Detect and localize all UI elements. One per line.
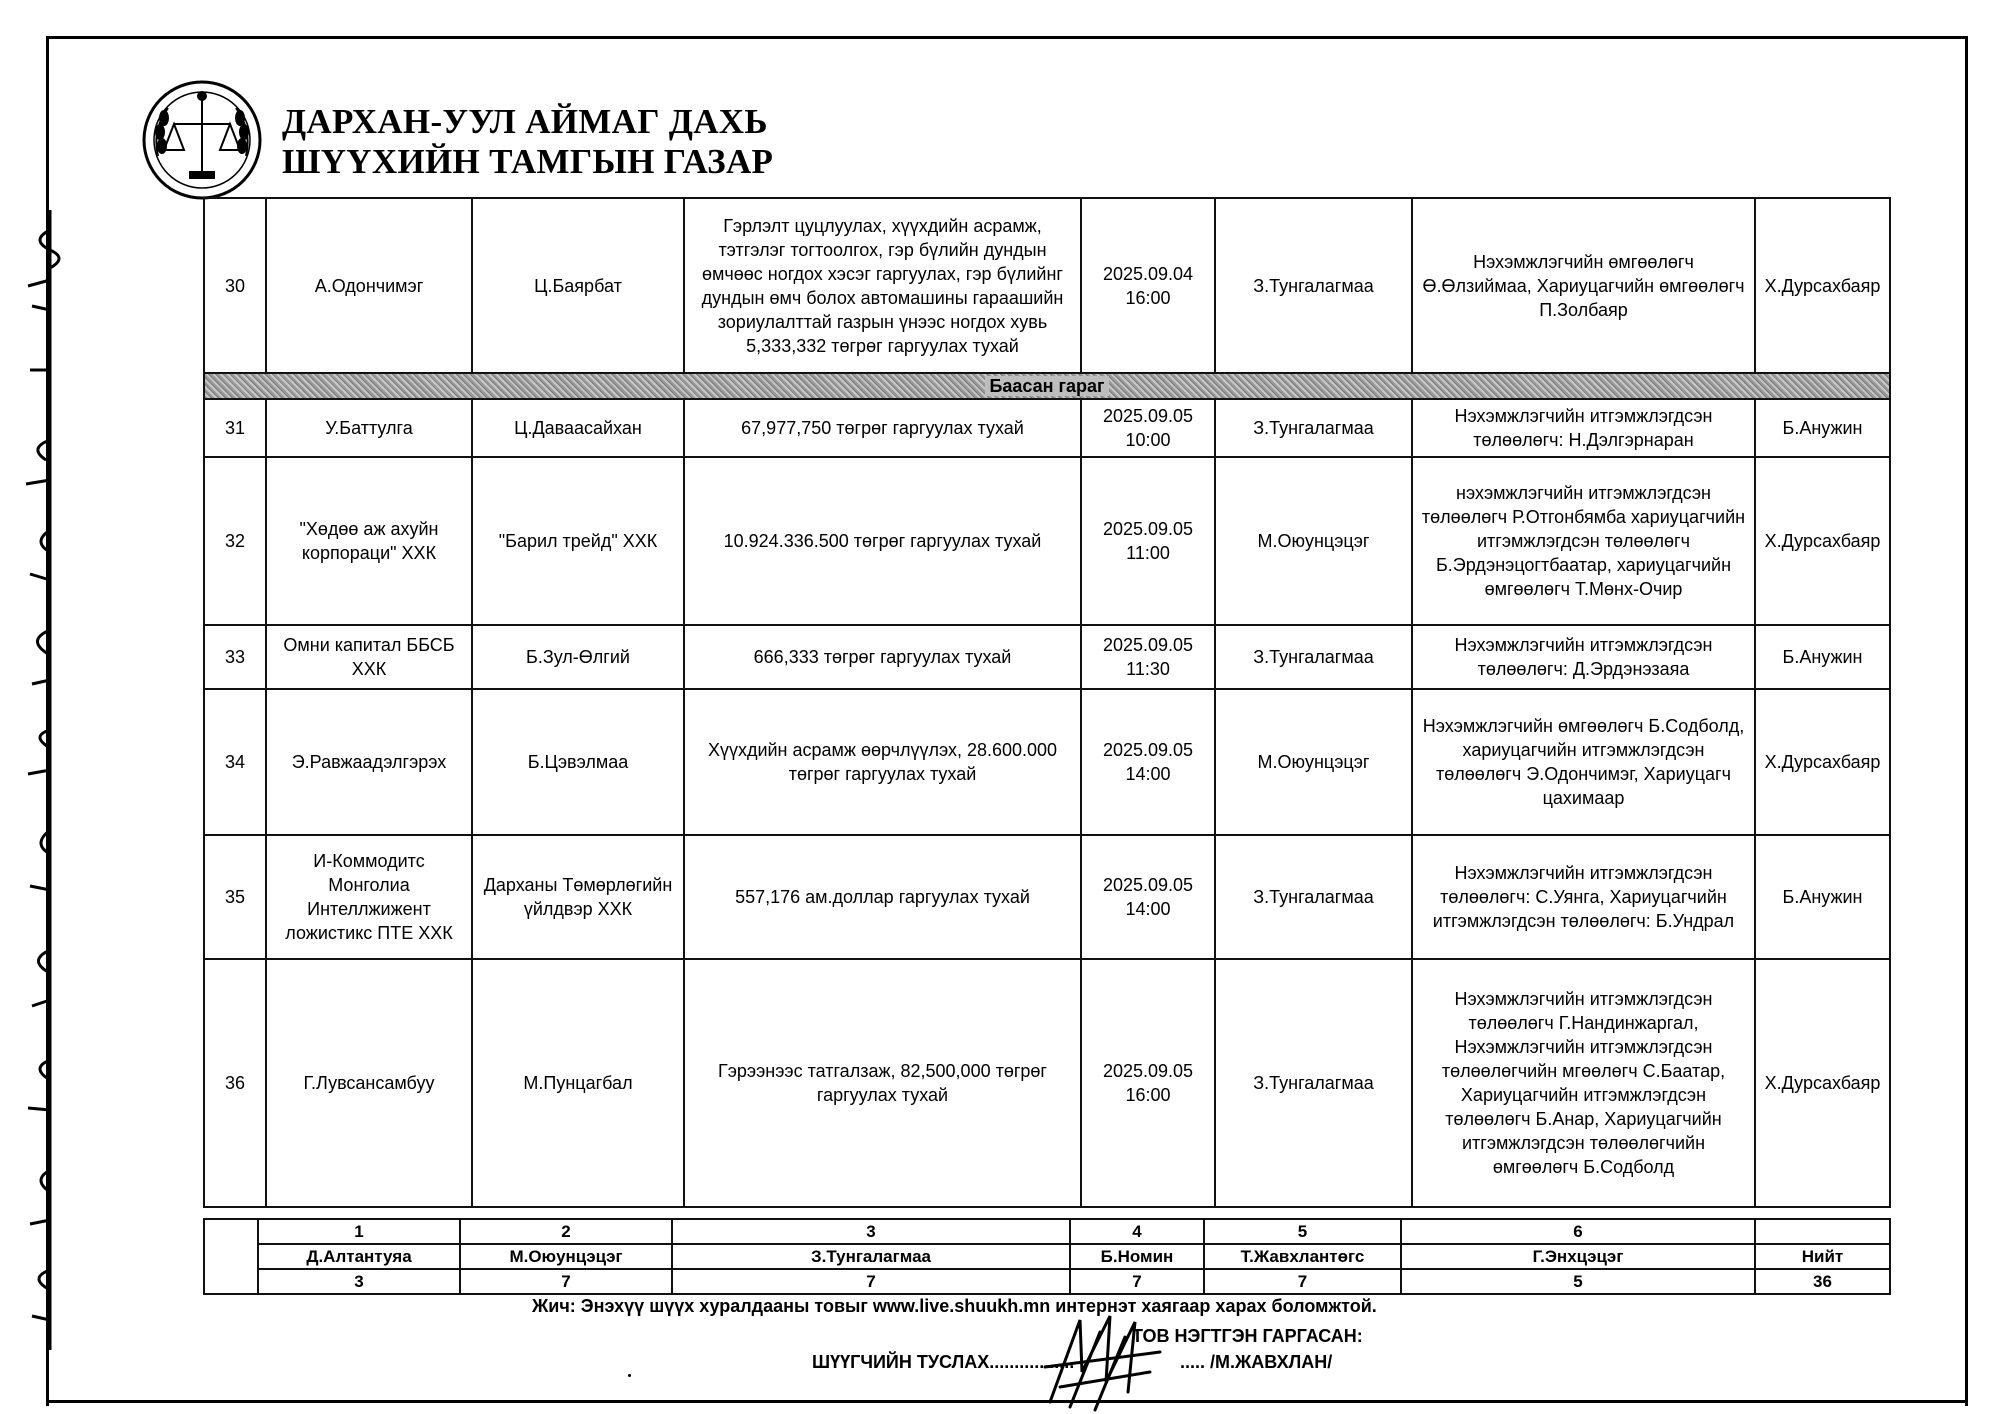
case-number: 34 xyxy=(204,689,266,835)
secretary: Б.Анужин xyxy=(1755,835,1890,959)
table-row xyxy=(204,959,1890,1207)
court-title-line1: ДАРХАН-УУЛ АЙМАГ ДАХЬ xyxy=(282,102,768,141)
assistant-name: ..... /М.ЖАВХЛАН/ xyxy=(1180,1352,1333,1372)
summary-name: З.Тунгалагмаа xyxy=(672,1244,1070,1269)
plaintiff: Г.Лувсансамбуу xyxy=(266,959,472,1207)
case-number: 31 xyxy=(204,399,266,457)
hearing-datetime: 2025.09.05 16:00 xyxy=(1081,959,1215,1207)
table-row xyxy=(204,625,1890,689)
case-number: 32 xyxy=(204,457,266,625)
summary-name-row xyxy=(204,1244,1890,1269)
table-row xyxy=(204,835,1890,959)
judge: З.Тунгалагмаа xyxy=(1215,198,1412,373)
summary-number: 3 xyxy=(672,1219,1070,1244)
judge: З.Тунгалагмаа xyxy=(1215,399,1412,457)
plaintiff: Омни капитал ББСБ ХХК xyxy=(266,625,472,689)
secretary: Х.Дурсахбаяр xyxy=(1755,689,1890,835)
secretary: Х.Дурсахбаяр xyxy=(1755,198,1890,373)
secretary: Б.Анужин xyxy=(1755,625,1890,689)
summary-count: 3 xyxy=(258,1269,460,1294)
participants: Нэхэмжлэгчийн итгэмжлэгдсэн төлөөлөгч: Н.Дэлгэрнаран xyxy=(1412,399,1755,457)
assistant-dots: ................. xyxy=(989,1352,1075,1372)
claim: 67,977,750 төгрөг гаргуулах тухай xyxy=(684,399,1081,457)
day-separator-row xyxy=(204,373,1890,399)
hearing-schedule-table xyxy=(203,197,1891,1208)
assistant-label xyxy=(812,1352,1074,1373)
summary-number: 5 xyxy=(1204,1219,1401,1244)
summary-number: 4 xyxy=(1070,1219,1204,1244)
plaintiff: Э.Равжаадэлгэрэх xyxy=(266,689,472,835)
plaintiff: "Хөдөө аж ахуйн корпораци" ХХК xyxy=(266,457,472,625)
claim: Гэрээнээс татгалзаж, 82,500,000 төгрөг гаргуулах тухай xyxy=(684,959,1081,1207)
page-border-bottom xyxy=(46,1400,1968,1403)
table-row xyxy=(204,198,1890,373)
summary-count: 7 xyxy=(460,1269,672,1294)
judge: З.Тунгалагмаа xyxy=(1215,959,1412,1207)
judge: М.Оюунцэцэг xyxy=(1215,689,1412,835)
claim: 557,176 ам.доллар гаргуулах тухай xyxy=(684,835,1081,959)
plaintiff: И-Коммодитс Монголиа Интеллжижент ложистикс ПТЕ ХХК xyxy=(266,835,472,959)
secretary: Х.Дурсахбаяр xyxy=(1755,457,1890,625)
plaintiff: У.Баттулга xyxy=(266,399,472,457)
case-number: 33 xyxy=(204,625,266,689)
defendant: Б.Цэвэлмаа xyxy=(472,689,684,835)
vertical-mongolian-script xyxy=(10,210,80,1350)
defendant: Б.Зул-Өлгий xyxy=(472,625,684,689)
claim: Гэрлэлт цуцлуулах, хүүхдийн асрамж, тэтгэлэг тогтоолгох, гэр бүлийн дундын өмчөөс ногдох хэсэг гаргуулах, гэр бүлийнг дундын өмч болох автомашины гараашийн зориулалттай газрын үнээс ногдох хувь 5,333,332 төгрөг гаргуулах тухай xyxy=(684,198,1081,373)
summary-count: 5 xyxy=(1401,1269,1755,1294)
defendant: Ц.Баярбат xyxy=(472,198,684,373)
participants: Нэхэмжлэгчийн итгэмжлэгдсэн төлөөлөгч Г.Нандинжаргал, Нэхэмжлэгчийн итгэмжлэгдсэн төлөөлөгчийн мгөөлөгч С.Баатар, Хариуцагчийн итгэмжлэгдсэн төлөөлөгч Б.Анар, Хариуцагчийн итгэмжлэгдсэн төлөөлөгчийн өмгөөлөгч Б.Содболд xyxy=(1412,959,1755,1207)
hearing-datetime: 2025.09.05 10:00 xyxy=(1081,399,1215,457)
footer-note: Жич: Энэхүү шүүх хуралдааны товыг www.live.shuukh.mn интернэт хаягаар харах боломжтой. xyxy=(532,1296,1377,1316)
secretary: Х.Дурсахбаяр xyxy=(1755,959,1890,1207)
judge: М.Оюунцэцэг xyxy=(1215,457,1412,625)
summary-name: Б.Номин xyxy=(1070,1244,1204,1269)
court-emblem-icon xyxy=(138,76,266,204)
defendant: "Барил трейд" ХХК xyxy=(472,457,684,625)
defendant: Ц.Даваасайхан xyxy=(472,399,684,457)
judge: З.Тунгалагмаа xyxy=(1215,625,1412,689)
summary-name: Т.Жавхлантөгс xyxy=(1204,1244,1401,1269)
summary-count-row xyxy=(204,1269,1890,1294)
claim: Хүүхдийн асрамж өөрчлүүлэх, 28.600.000 төгрөг гаргуулах тухай xyxy=(684,689,1081,835)
participants: нэхэмжлэгчийн итгэмжлэгдсэн төлөөлөгч Р.Отгонбямба хариуцагчийн итгэмжлэгдсэн төлөөлөгч Б.Эрдэнэцогтбаатар, хариуцагчийн өмгөөлөгч Т.Мөнх-Очир xyxy=(1412,457,1755,625)
day-label: Баасан гараг xyxy=(985,376,1108,396)
issued-by-label: ТОВ НЭГТГЭН ГАРГАСАН: xyxy=(1132,1326,1363,1346)
defendant: Дарханы Төмөрлөгийн үйлдвэр ХХК xyxy=(472,835,684,959)
judge: З.Тунгалагмаа xyxy=(1215,835,1412,959)
case-number: 30 xyxy=(204,198,266,373)
assistant-label-text: ШҮҮГЧИЙН ТУСЛАХ xyxy=(812,1352,990,1372)
court-title xyxy=(282,102,773,182)
summary-count: 7 xyxy=(672,1269,1070,1294)
hearing-datetime: 2025.09.05 11:30 xyxy=(1081,625,1215,689)
participants: Нэхэмжлэгчийн итгэмжлэгдсэн төлөөлөгч: Д.Эрдэнэзаяа xyxy=(1412,625,1755,689)
summary-number: 6 xyxy=(1401,1219,1755,1244)
defendant: М.Пунцагбал xyxy=(472,959,684,1207)
secretary: Б.Анужин xyxy=(1755,399,1890,457)
handwritten-signature xyxy=(1040,1312,1170,1412)
summary-number-row xyxy=(204,1219,1890,1244)
table-row xyxy=(204,689,1890,835)
case-number: 36 xyxy=(204,959,266,1207)
court-title-line2: ШҮҮХИЙН ТАМГЫН ГАЗАР xyxy=(282,142,774,181)
hearing-datetime: 2025.09.05 14:00 xyxy=(1081,835,1215,959)
case-number: 35 xyxy=(204,835,266,959)
hearing-datetime: 2025.09.04 16:00 xyxy=(1081,198,1215,373)
summary-total-label: Нийт xyxy=(1755,1244,1890,1269)
ink-dot xyxy=(628,1374,631,1377)
participants: Нэхэмжлэгчийн итгэмжлэгдсэн төлөөлөгч: С.Уянга, Хариуцагчийн итгэмжлэгдсэн төлөөлөгч: Б.Ундрал xyxy=(1412,835,1755,959)
summary-name: Д.Алтантуяа xyxy=(258,1244,460,1269)
participants: Нэхэмжлэгчийн өмгөөлөгч Б.Содболд, хариуцагчийн итгэмжлэгдсэн төлөөлөгч Э.Одончимэг, Хариуцагч цахимаар xyxy=(1412,689,1755,835)
claim: 666,333 төгрөг гаргуулах тухай xyxy=(684,625,1081,689)
summary-name: М.Оюунцэцэг xyxy=(460,1244,672,1269)
claim: 10.924.336.500 төгрөг гаргуулах тухай xyxy=(684,457,1081,625)
hearing-datetime: 2025.09.05 14:00 xyxy=(1081,689,1215,835)
table-row xyxy=(204,399,1890,457)
summary-count: 7 xyxy=(1070,1269,1204,1294)
secretary-summary-table xyxy=(203,1218,1891,1295)
participants: Нэхэмжлэгчийн өмгөөлөгч Ө.Өлзиймаа, Хариуцагчийн өмгөөлөгч П.Золбаяр xyxy=(1412,198,1755,373)
summary-number: 1 xyxy=(258,1219,460,1244)
plaintiff: А.Одончимэг xyxy=(266,198,472,373)
table-row xyxy=(204,457,1890,625)
summary-name: Г.Энхцэцэг xyxy=(1401,1244,1755,1269)
hearing-datetime: 2025.09.05 11:00 xyxy=(1081,457,1215,625)
summary-count: 7 xyxy=(1204,1269,1401,1294)
summary-total: 36 xyxy=(1755,1269,1890,1294)
summary-number: 2 xyxy=(460,1219,672,1244)
